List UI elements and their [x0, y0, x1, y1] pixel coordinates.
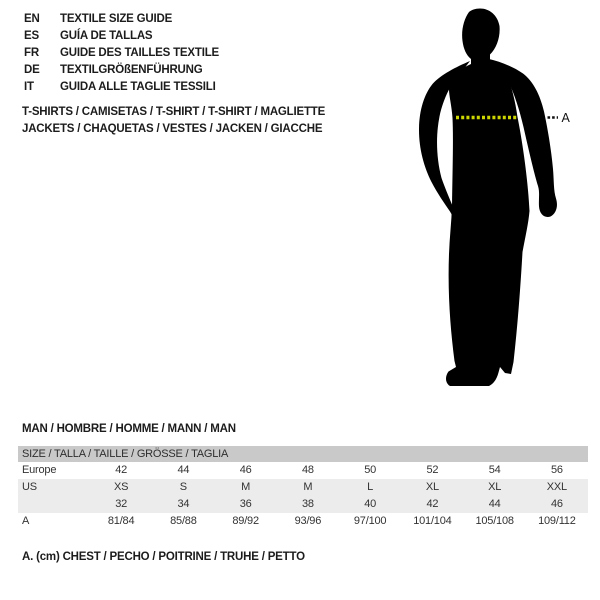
man-silhouette-body	[446, 9, 530, 387]
table-cell: 40	[364, 498, 377, 510]
table-cell: 105/108	[475, 515, 514, 527]
table-cell: 81/84	[107, 515, 135, 527]
measurement-footnote: A. (cm) CHEST / PECHO / POITRINE / TRUHE / PETTO	[22, 551, 305, 563]
language-code: ES	[24, 30, 39, 42]
table-row-label: A	[22, 515, 30, 527]
table-cell: 56	[550, 464, 563, 476]
language-title: GUIDE DES TAILLES TEXTILE	[60, 47, 219, 59]
table-cell: S	[179, 481, 187, 493]
table-cell: 46	[239, 464, 252, 476]
table-cell: 42	[115, 464, 128, 476]
language-title-list	[24, 11, 219, 96]
table-row-label: Europe	[22, 464, 57, 476]
table-cell: XS	[113, 481, 129, 493]
language-code: EN	[24, 13, 40, 25]
table-cell: 46	[550, 498, 563, 510]
table-cell: 101/104	[413, 515, 452, 527]
table-cell: 36	[239, 498, 252, 510]
language-code: IT	[24, 81, 34, 93]
table-cell: M	[303, 481, 313, 493]
language-title: TEXTILGRÖßENFÜHRUNG	[60, 64, 203, 76]
man-silhouette-svg	[400, 0, 580, 400]
table-cell: 97/100	[353, 515, 387, 527]
language-row	[24, 79, 219, 96]
table-cell: 38	[301, 498, 314, 510]
garment-categories	[22, 104, 325, 138]
language-row	[24, 62, 219, 79]
table-cell: 89/92	[232, 515, 259, 527]
table-cell: XL	[425, 481, 439, 493]
size-table	[18, 446, 588, 530]
table-cell: 109/112	[538, 515, 576, 527]
section-title-man: MAN / HOMBRE / HOMME / MANN / MAN	[22, 423, 236, 435]
table-cell: 93/96	[294, 515, 322, 527]
table-cell: 42	[426, 498, 439, 510]
measure-label-a: A	[561, 111, 570, 125]
category-jackets: JACKETS / CHAQUETAS / VESTES / JACKEN / GIACCHE	[22, 123, 323, 135]
table-cell: 85/88	[170, 515, 197, 527]
table-cell: 32	[115, 498, 128, 510]
table-row	[18, 513, 588, 530]
table-cell: 44	[488, 498, 501, 510]
language-row	[24, 28, 219, 45]
size-table-body	[18, 462, 588, 530]
table-row	[18, 479, 588, 496]
table-row-label	[18, 496, 90, 513]
table-cell: XL	[488, 481, 502, 493]
table-row	[18, 462, 588, 479]
table-cell: M	[241, 481, 251, 493]
language-title: GUIDA ALLE TAGLIE TESSILI	[60, 81, 216, 93]
language-title: GUÍA DE TALLAS	[60, 30, 153, 42]
size-table-header: SIZE / TALLA / TAILLE / GRÖSSE / TAGLIA	[18, 446, 588, 462]
language-row	[24, 45, 219, 62]
table-cell: 54	[488, 464, 501, 476]
table-cell: 52	[426, 464, 439, 476]
man-silhouette-figure	[400, 0, 580, 400]
table-cell: 34	[177, 498, 190, 510]
language-title: TEXTILE SIZE GUIDE	[60, 13, 173, 25]
language-code: FR	[24, 47, 39, 59]
language-row	[24, 11, 219, 28]
table-row-label: US	[22, 481, 37, 493]
table-cell: L	[367, 481, 374, 493]
language-code: DE	[24, 64, 40, 76]
table-row	[18, 496, 588, 513]
table-cell: 48	[301, 464, 314, 476]
category-tshirts: T-SHIRTS / CAMISETAS / T-SHIRT / T-SHIRT / MAGLIETTE	[22, 106, 326, 118]
table-cell: 44	[177, 464, 190, 476]
table-cell: 50	[364, 464, 377, 476]
table-cell: XXL	[546, 481, 567, 493]
